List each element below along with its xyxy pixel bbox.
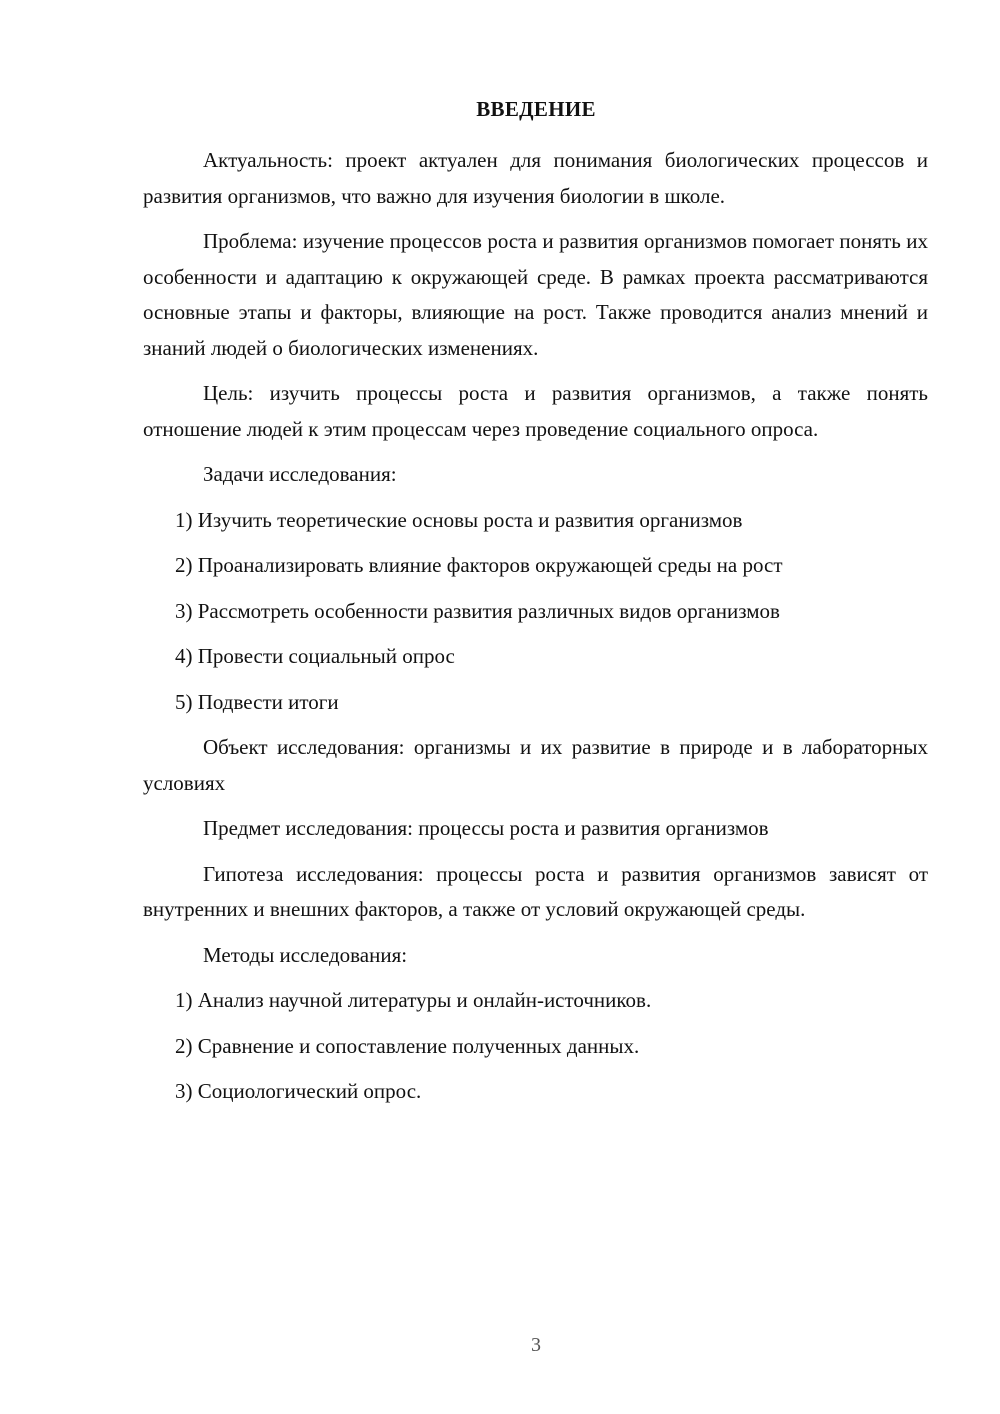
object-paragraph: Объект исследования: организмы и их развитие в природе и в лабораторных условиях: [143, 735, 928, 795]
methods-list: [143, 983, 928, 1110]
method-item: 3) Социологический опрос.: [175, 1079, 422, 1103]
introduction-body: [143, 143, 928, 1120]
methods-heading: Методы исследования:: [203, 942, 408, 967]
relevance-paragraph: Актуальность: проект актуален для понимания биологических процессов и развития организмов, что важно для изучения биологии в школе.: [143, 148, 928, 208]
task-item: 2) Проанализировать влияние факторов окружающей среды на рост: [175, 553, 783, 577]
method-item: 1) Анализ научной литературы и онлайн-источников.: [175, 988, 652, 1012]
task-item: 4) Провести социальный опрос: [175, 644, 455, 668]
task-item: 1) Изучить теоретические основы роста и развития организмов: [175, 507, 743, 532]
tasks-heading: Задачи исследования:: [203, 462, 397, 486]
subject-paragraph: Предмет исследования: процессы роста и развития организмов: [203, 816, 769, 840]
goal-paragraph: Цель: изучить процессы роста и развития организмов, а также понять отношение людей к этим процессам через проведение социального опроса.: [143, 381, 928, 441]
tasks-list: [143, 503, 928, 721]
task-item: 5) Подвести итоги: [175, 689, 339, 714]
page-number: 3: [531, 1334, 541, 1356]
task-item: 3) Рассмотреть особенности развития различных видов организмов: [175, 598, 780, 623]
page-title: ВВЕДЕНИЕ: [476, 97, 596, 121]
hypothesis-paragraph: Гипотеза исследования: процессы роста и развития организмов зависят от внутренних и внешних факторов, а также от условий окружающей среды.: [143, 861, 928, 921]
method-item: 2) Сравнение и сопоставление полученных данных.: [175, 1033, 640, 1058]
problem-paragraph: Проблема: изучение процессов роста и развития организмов помогает понять их особенности и адаптацию к окружающей среде. В рамках проекта рассматриваются основные этапы и факторы, влияющие на рост. Также проводится анализ мнений и знаний людей о биологических изменениях.: [143, 229, 928, 360]
